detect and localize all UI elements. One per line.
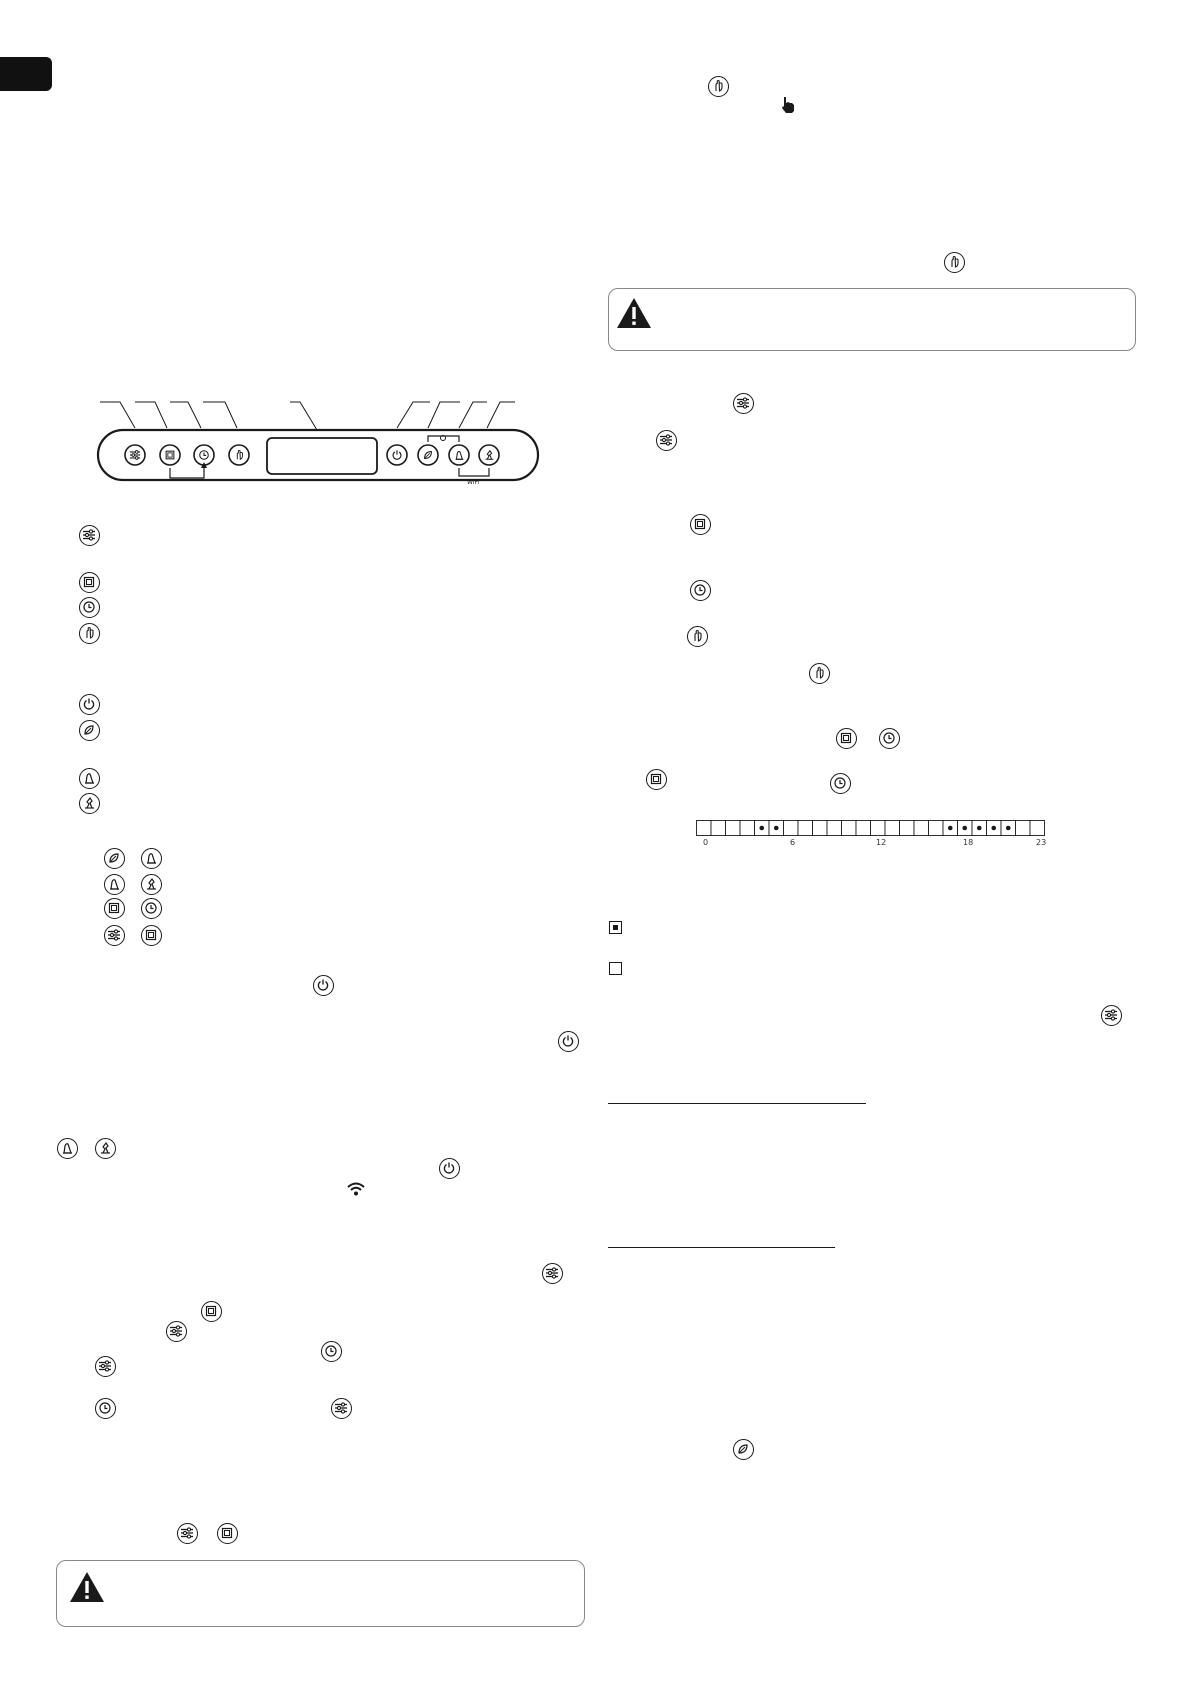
calendar-icon bbox=[690, 514, 711, 535]
hand-icon bbox=[708, 76, 729, 97]
hour-timeline bbox=[696, 820, 1048, 836]
checkbox-unchecked-icon bbox=[609, 962, 622, 975]
checkbox-checked-icon bbox=[609, 921, 622, 934]
hour-cell bbox=[827, 821, 842, 836]
hour-cell bbox=[871, 821, 886, 836]
sliders-icon bbox=[1101, 1005, 1122, 1026]
calendar-icon bbox=[79, 572, 100, 593]
active-hour-dot bbox=[962, 826, 967, 831]
boost-icon bbox=[141, 874, 162, 895]
hour-cell bbox=[914, 821, 929, 836]
hand-icon bbox=[687, 626, 708, 647]
hand-icon bbox=[79, 623, 100, 644]
hour-cell bbox=[813, 821, 828, 836]
active-hour-dot bbox=[991, 826, 996, 831]
clock-icon bbox=[95, 1398, 116, 1419]
hand-icon bbox=[944, 252, 965, 273]
svg-text:WiFi: WiFi bbox=[467, 479, 480, 486]
hour-cell bbox=[856, 821, 871, 836]
sliders-icon bbox=[166, 1321, 187, 1342]
calendar-icon bbox=[104, 898, 125, 919]
hour-cell bbox=[798, 821, 813, 836]
active-hour-dot bbox=[948, 826, 953, 831]
hour-cell bbox=[1016, 821, 1031, 836]
timeline-tick-label: 12 bbox=[876, 838, 887, 847]
power-icon bbox=[439, 1158, 460, 1179]
calendar-icon bbox=[836, 728, 857, 749]
clock-icon bbox=[141, 898, 162, 919]
active-hour-dot bbox=[1006, 826, 1011, 831]
calendar-icon bbox=[201, 1301, 222, 1322]
comfort-icon bbox=[141, 848, 162, 869]
sliders-icon bbox=[79, 525, 100, 546]
calendar-icon bbox=[217, 1523, 238, 1544]
clock-icon bbox=[321, 1341, 342, 1362]
eco-icon bbox=[733, 1439, 754, 1460]
section-heading-rule bbox=[608, 1247, 835, 1248]
hour-cell bbox=[929, 821, 944, 836]
power-icon bbox=[79, 694, 100, 715]
clock-icon bbox=[79, 597, 100, 618]
active-hour-dot bbox=[759, 826, 764, 831]
clock-icon bbox=[879, 728, 900, 749]
boost-icon bbox=[95, 1138, 116, 1159]
section-heading-rule bbox=[608, 1103, 866, 1104]
wifi-icon bbox=[346, 1181, 366, 1197]
timeline-tick-label: 18 bbox=[963, 838, 974, 847]
pointer-hand-icon bbox=[780, 96, 796, 114]
sliders-icon bbox=[104, 925, 125, 946]
sliders-icon bbox=[331, 1398, 352, 1419]
sliders-icon bbox=[733, 393, 754, 414]
comfort-icon bbox=[79, 768, 100, 789]
sliders-icon bbox=[95, 1356, 116, 1377]
comfort-icon bbox=[104, 874, 125, 895]
hour-cell bbox=[711, 821, 726, 836]
control-panel-diagram bbox=[95, 400, 545, 490]
clock-icon bbox=[830, 773, 851, 794]
calendar-icon bbox=[141, 925, 162, 946]
warning-icon bbox=[69, 1571, 105, 1603]
active-hour-dot bbox=[977, 826, 982, 831]
hour-cell bbox=[740, 821, 755, 836]
calendar-icon bbox=[646, 769, 667, 790]
hour-cell bbox=[784, 821, 799, 836]
power-icon bbox=[313, 975, 334, 996]
boost-icon bbox=[79, 793, 100, 814]
timeline-tick-label: 0 bbox=[703, 838, 709, 847]
comfort-icon bbox=[57, 1138, 78, 1159]
warning-box bbox=[608, 288, 1136, 351]
hour-cell bbox=[842, 821, 857, 836]
eco-icon bbox=[104, 848, 125, 869]
hand-icon bbox=[809, 663, 830, 684]
hour-cell bbox=[885, 821, 900, 836]
sliders-icon bbox=[656, 430, 677, 451]
timeline-tick-label: 23 bbox=[1036, 838, 1047, 847]
sliders-icon bbox=[542, 1263, 563, 1284]
timeline-tick-label: 6 bbox=[790, 838, 796, 847]
active-hour-dot bbox=[774, 826, 779, 831]
language-tab bbox=[0, 57, 52, 91]
sliders-icon bbox=[177, 1523, 198, 1544]
warning-icon bbox=[616, 297, 652, 329]
hour-cell bbox=[1030, 821, 1045, 836]
hour-cell bbox=[697, 821, 712, 836]
hour-cell bbox=[726, 821, 741, 836]
hour-cell bbox=[900, 821, 915, 836]
power-icon bbox=[558, 1031, 579, 1052]
clock-icon bbox=[690, 580, 711, 601]
warning-box bbox=[56, 1560, 585, 1627]
eco-icon bbox=[79, 720, 100, 741]
